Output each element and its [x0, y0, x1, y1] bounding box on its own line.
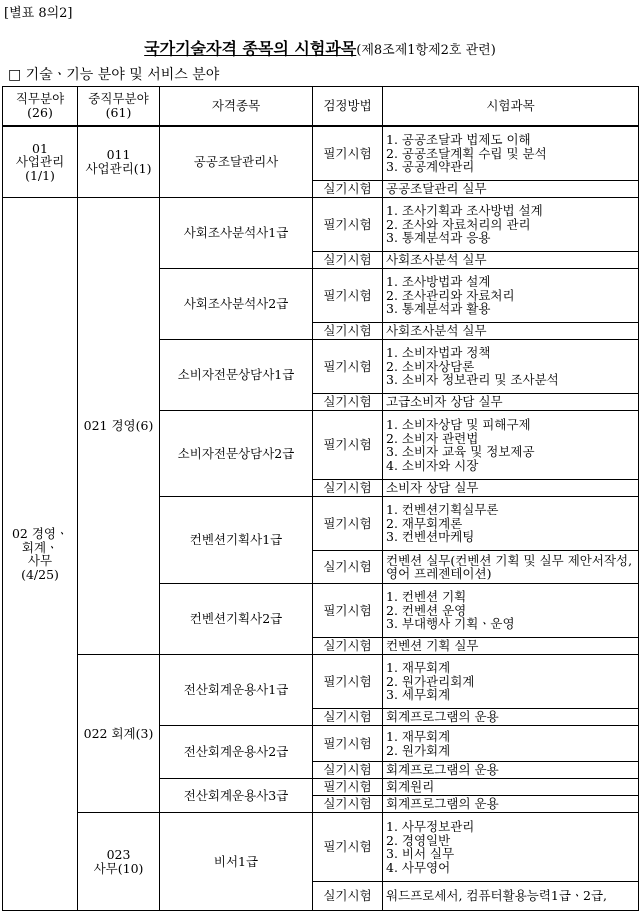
method-written: 필기시험 — [313, 726, 383, 762]
col-method: 검정방법 — [313, 87, 383, 126]
qualification-name: 컨벤션기획사2급 — [160, 584, 313, 655]
table-row — [3, 813, 639, 882]
practical-subject: 소비자 상담 실무 — [383, 480, 639, 497]
subject-line: 1. 조사기획과 조사방법 설계 — [386, 203, 543, 219]
method-written: 필기시험 — [313, 497, 383, 551]
method-practical: 실기시험 — [313, 762, 383, 779]
group-02: 02 경영ㆍ 회계ㆍ 사무 (4/25) — [3, 198, 78, 911]
subject-line: 2. 원가회계 — [386, 742, 451, 758]
table-row — [3, 655, 639, 709]
practical-subject: 회계프로그램의 운용 — [383, 709, 639, 726]
group-01: 01 사업관리 (1/1) — [3, 126, 78, 198]
subject-line: 4. 사무영어 — [386, 859, 451, 875]
practical-subject: 사회조사분석 실무 — [383, 323, 639, 340]
col-subjects: 시험과목 — [383, 87, 639, 126]
qualification-name: 소비자전문상담사2급 — [160, 411, 313, 497]
written-subjects — [383, 779, 639, 796]
qualification-name: 사회조사분석사2급 — [160, 269, 313, 340]
method-practical: 실기시험 — [313, 181, 383, 198]
page-title — [0, 36, 640, 59]
subject-line: 1. 조사방법과 설계 — [386, 274, 491, 290]
subject-line: 3. 컨벤션마케팅 — [386, 529, 475, 545]
method-practical: 실기시험 — [313, 252, 383, 269]
subject-line: 2. 원가관리회계 — [386, 673, 475, 689]
mid-021: 021 경영(6) — [78, 198, 160, 655]
subject-line: 2. 컨벤션 운영 — [386, 602, 467, 618]
subject-line: 1. 컨벤션 기획 — [386, 589, 467, 605]
subject-line: 1. 컨벤션기획실무론 — [386, 502, 499, 518]
qualification-name: 전산회계운용사2급 — [160, 726, 313, 779]
subject-line: 3. 공공계약관리 — [386, 159, 475, 174]
method-written: 필기시험 — [313, 655, 383, 709]
title-main: 국가기술자격 종목의 시험과목 — [144, 39, 357, 58]
practical-subject: 워드프로세서, 컴퓨터활용능력1급ㆍ2급, — [383, 882, 639, 911]
practical-subject: 공공조달관리 실무 — [383, 181, 639, 198]
subject-line: 2. 소비자상담론 — [386, 358, 475, 374]
subject-line: 1. 사무정보관리 — [386, 819, 475, 834]
subject-line: 1. 재무회계 — [386, 729, 451, 744]
method-written: 필기시험 — [313, 269, 383, 323]
qualification-name: 공공조달관리사 — [160, 126, 313, 198]
written-subjects — [383, 726, 639, 762]
subject-line: 1. 소비자상담 및 피해구제 — [386, 417, 531, 432]
method-written: 필기시험 — [313, 584, 383, 638]
practical-subject: 회계프로그램의 운용 — [383, 762, 639, 779]
qualification-name: 컨벤션기획사1급 — [160, 497, 313, 584]
qualification-name: 전산회계운용사1급 — [160, 655, 313, 726]
col-job-mid: 중직무분야 (61) — [78, 87, 160, 126]
method-practical: 실기시험 — [313, 394, 383, 411]
written-subjects — [383, 269, 639, 323]
subject-line: 3. 통계분석과 활용 — [386, 301, 491, 317]
method-practical: 실기시험 — [313, 796, 383, 813]
qualification-name: 비서1급 — [160, 813, 313, 911]
table-header-row — [3, 87, 639, 126]
col-job-major: 직무분야 (26) — [3, 87, 78, 126]
subject-line: 2. 소비자 관련법 — [386, 430, 479, 446]
subject-line: 2. 조사와 자료처리의 관리 — [386, 216, 531, 232]
subject-line: 3. 소비자 교육 및 정보제공 — [386, 444, 535, 459]
method-practical: 실기시험 — [313, 709, 383, 726]
method-written: 필기시험 — [313, 340, 383, 394]
practical-subject: 사회조사분석 실무 — [383, 252, 639, 269]
qualification-name: 전산회계운용사3급 — [160, 779, 313, 813]
subject-line: 3. 세무회계 — [386, 687, 451, 703]
col-qualification: 자격종목 — [160, 87, 313, 126]
subject-line: 2. 경영일반 — [386, 832, 451, 848]
subject-line: 2. 재무회계론 — [386, 515, 463, 531]
qualification-name: 사회조사분석사1급 — [160, 198, 313, 269]
subject-line: 3. 비서 실무 — [386, 846, 455, 861]
method-written: 필기시험 — [313, 779, 383, 796]
subject-line: 회계원리 — [386, 779, 435, 795]
written-subjects — [383, 411, 639, 480]
written-subjects — [383, 584, 639, 638]
written-subjects — [383, 340, 639, 394]
written-subjects — [383, 126, 639, 181]
written-subjects — [383, 655, 639, 709]
method-written: 필기시험 — [313, 813, 383, 882]
method-practical: 실기시험 — [313, 551, 383, 584]
method-written: 필기시험 — [313, 411, 383, 480]
mid-022: 022 회계(3) — [78, 655, 160, 813]
written-subjects — [383, 813, 639, 882]
practical-subject: 고급소비자 상담 실무 — [383, 394, 639, 411]
section-heading: □ 기술ㆍ기능 분야 및 서비스 분야 — [8, 67, 220, 83]
practical-subject: 컨벤션 실무(컨벤션 기획 및 실무 제안서작성, 영어 프레젠테이션) — [383, 551, 639, 584]
method-written: 필기시험 — [313, 198, 383, 252]
mid-011: 011 사업관리(1) — [78, 126, 160, 198]
method-written: 필기시험 — [313, 126, 383, 181]
exam-subjects-table — [2, 86, 639, 911]
written-subjects — [383, 497, 639, 551]
table-row — [3, 198, 639, 252]
written-subjects — [383, 198, 639, 252]
method-practical: 실기시험 — [313, 638, 383, 655]
mid-023: 023 사무(10) — [78, 813, 160, 911]
subject-line: 1. 소비자법과 정책 — [386, 345, 491, 361]
qualification-name: 소비자전문상담사1급 — [160, 340, 313, 411]
method-practical: 실기시험 — [313, 480, 383, 497]
practical-subject: 회계프로그램의 운용 — [383, 796, 639, 813]
subject-line: 1. 공공조달과 법제도 이해 — [386, 132, 531, 147]
subject-line: 2. 공공조달계획 수립 및 분석 — [386, 145, 547, 161]
method-practical: 실기시험 — [313, 882, 383, 911]
title-note: (제8조제1항제2호 관련) — [356, 43, 496, 58]
subject-line: 2. 조사관리와 자료처리 — [386, 287, 515, 303]
subject-line: 3. 부대행사 기획ㆍ운영 — [386, 616, 515, 632]
practical-subject: 컨벤션 기획 실무 — [383, 638, 639, 655]
subject-line: 3. 통계분석과 응용 — [386, 230, 491, 246]
subject-line: 1. 재무회계 — [386, 660, 451, 676]
annex-label: [별표 8의2] — [4, 6, 73, 21]
subject-line: 3. 소비자 정보관리 및 조사분석 — [386, 372, 559, 388]
subject-line: 4. 소비자와 시장 — [386, 457, 479, 473]
table-row — [3, 126, 639, 181]
method-practical: 실기시험 — [313, 323, 383, 340]
